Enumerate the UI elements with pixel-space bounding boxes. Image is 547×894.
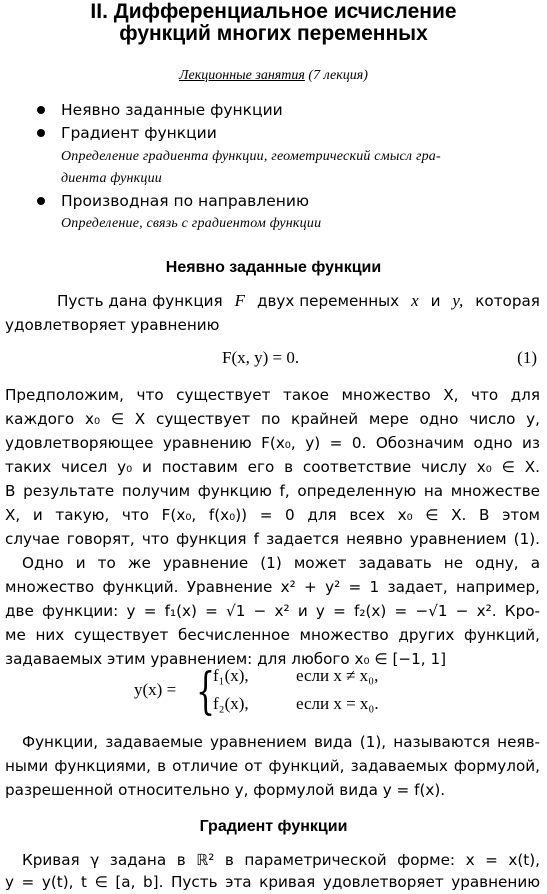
topic-description: Определение градиента функции, геометрический смысл гра- xyxy=(61,149,441,164)
piecewise-case2-cond: если x = x₀. xyxy=(296,694,379,713)
lecture-label xyxy=(0,68,547,84)
paragraph-line: удовлетворяет уравнению xyxy=(5,316,220,334)
bullet-icon xyxy=(37,106,45,114)
equation-1: F(x, y) = 0. xyxy=(222,348,300,367)
lecture-type: Лекционные занятия xyxy=(179,68,305,83)
chapter-title-line1: II. Дифференциальное исчисление xyxy=(90,0,457,23)
topic-label: Производная по направлению xyxy=(61,192,309,210)
paragraph-line: задаваемых этим уравнением: для любого x₀ ∈ [−1, 1] xyxy=(5,650,447,668)
lecture-number: (7 лекция) xyxy=(308,68,368,83)
paragraph-line: разрешенной относительно y, формулой вида y = f(x). xyxy=(5,781,446,799)
paragraph-line: Одно и то же уравнение (1) может задавать не одну, а xyxy=(22,554,540,572)
section-heading: Градиент функции xyxy=(199,818,348,835)
paragraph-line: таких чисел y₀ и поставим его в соответствие числу x₀ ∈ X. xyxy=(5,458,540,476)
paragraph-line: X, и такую, что F(x₀, f(x₀)) = 0 для всех x₀ ∈ X. В этом xyxy=(5,506,540,524)
paragraph-line: две функции: y = f₁(x) = √1 − x² и y = f₂(x) = −√1 − x². Кро- xyxy=(5,602,540,620)
chapter-title-line2: функций многих переменных xyxy=(119,22,428,45)
paragraph-line: Функции, задаваемые уравнением вида (1), называются неяв- xyxy=(22,733,540,751)
paragraph-line: удовлетворяющее уравнению F(x₀, y) = 0. Обозначим одно из xyxy=(5,434,540,452)
paragraph-line: Кривая γ задана в ℝ² в параметрической форме: x = x(t), xyxy=(22,851,540,869)
paragraph-line: множество функций. Уравнение x² + y² = 1 задает, например, xyxy=(5,578,540,596)
paragraph-line: каждого x₀ ∈ X существует по крайней мере одно число y, xyxy=(5,410,540,428)
topic-description: диента функции xyxy=(61,171,163,186)
paragraph-line: случае говорят, что функция f задается неявно уравнением (1). xyxy=(5,530,540,548)
equation-number: (1) xyxy=(517,348,537,367)
topic-description: Определение, связь с градиентом функции xyxy=(61,216,322,231)
bullet-icon xyxy=(37,197,45,205)
piecewise-lhs: y(x) = xyxy=(134,680,177,699)
paragraph-line: В результате получим функцию f, определенную на множестве xyxy=(5,482,540,500)
piecewise-case1-expr: f₁(x), xyxy=(213,666,249,685)
paragraph-line: ме них существует бесчисленное множество других функций, xyxy=(5,626,540,644)
topic-label: Неявно заданные функции xyxy=(61,101,283,119)
piecewise-case2-expr: f₂(x), xyxy=(213,694,249,713)
paragraph-line: Пусть дана функция F двух переменных x и y, которая xyxy=(57,291,540,310)
paragraph-line: ными функциями, в отличие от функций, задаваемых формулой, xyxy=(5,757,540,775)
piecewise-case1-cond: если x ≠ x₀, xyxy=(296,666,379,685)
left-brace-icon: { xyxy=(196,662,216,720)
paragraph-line: y = y(t), t ∈ [a, b]. Пусть эта кривая удовлетворяет уравнению xyxy=(5,873,540,891)
bullet-icon xyxy=(37,129,45,137)
paragraph-line: Предположим, что существует такое множество X, что для xyxy=(5,386,540,404)
section-heading: Неявно заданные функции xyxy=(165,259,382,276)
topic-label: Градиент функции xyxy=(61,124,217,142)
